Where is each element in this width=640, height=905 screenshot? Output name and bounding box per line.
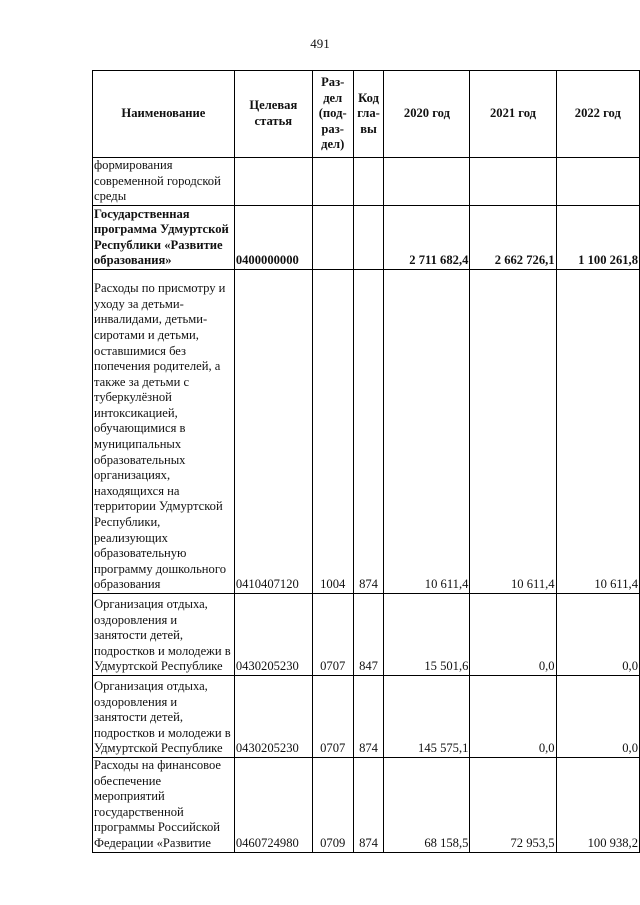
- row-2021: [470, 158, 556, 206]
- row-2020: 68 158,5: [384, 758, 470, 853]
- header-row: [93, 71, 640, 158]
- header-name: Наименование: [93, 71, 235, 158]
- row-code: 0430205230: [234, 676, 312, 758]
- row-2022: 1 100 261,8: [556, 206, 639, 270]
- row-section: [312, 158, 353, 206]
- page-number: 491: [310, 36, 330, 51]
- row-code: 0460724980: [234, 758, 312, 853]
- row-code: 0410407120: [234, 270, 312, 594]
- table-row: [93, 594, 640, 676]
- row-name: Организация отдыха, оздоровления и занятости детей, подростков и молодежи в Удмуртской Республике: [93, 594, 235, 676]
- table-row: [93, 758, 640, 853]
- row-2020: [384, 158, 470, 206]
- row-name: Расходы на финансовое обеспечение мероприятий государственной программы Российской Федерации «Развитие: [93, 758, 235, 853]
- row-2020: 2 711 682,4: [384, 206, 470, 270]
- header-target: Целевая статья: [234, 71, 312, 158]
- row-name: формирования современной городской среды: [93, 158, 235, 206]
- row-code: 0400000000: [234, 206, 312, 270]
- row-chapter: 847: [353, 594, 384, 676]
- header-2021: 2021 год: [470, 71, 556, 158]
- row-chapter: [353, 158, 384, 206]
- header-2020: 2020 год: [384, 71, 470, 158]
- row-section: [312, 206, 353, 270]
- row-2020: 15 501,6: [384, 594, 470, 676]
- row-2022: 0,0: [556, 676, 639, 758]
- table-row: [93, 270, 640, 594]
- row-section: 0707: [312, 594, 353, 676]
- row-2022: 100 938,2: [556, 758, 639, 853]
- header-chapter: Код гла-вы: [353, 71, 384, 158]
- table-row: [93, 676, 640, 758]
- row-name: Расходы по присмотру и уходу за детьми-инвалидами, детьми-сиротами и детьми, оставшимися без попечения родителей, а также за детьми с туберкулёзной интоксикацией, обучающимися в муниципальных образовательных организациях, находящихся на территории Удмуртской Республики, реализующих образовательную программу дошкольного образования: [93, 270, 235, 594]
- row-2022: 0,0: [556, 594, 639, 676]
- row-section: 0709: [312, 758, 353, 853]
- row-section: 0707: [312, 676, 353, 758]
- row-chapter: [353, 206, 384, 270]
- row-section: 1004: [312, 270, 353, 594]
- row-chapter: 874: [353, 676, 384, 758]
- row-chapter: 874: [353, 758, 384, 853]
- row-name: Государственная программа Удмуртской Республики «Развитие образования»: [93, 206, 235, 270]
- row-2020: 10 611,4: [384, 270, 470, 594]
- row-name: Организация отдыха, оздоровления и занятости детей, подростков и молодежи в Удмуртской Республике: [93, 676, 235, 758]
- row-2021: 2 662 726,1: [470, 206, 556, 270]
- header-section: Раз-дел (под-раз-дел): [312, 71, 353, 158]
- row-2021: 0,0: [470, 676, 556, 758]
- row-chapter: 874: [353, 270, 384, 594]
- header-2022: 2022 год: [556, 71, 639, 158]
- row-code: [234, 158, 312, 206]
- row-2022: 10 611,4: [556, 270, 639, 594]
- row-2021: 0,0: [470, 594, 556, 676]
- row-2021: 72 953,5: [470, 758, 556, 853]
- row-2022: [556, 158, 639, 206]
- budget-table: [92, 70, 640, 853]
- row-2021: 10 611,4: [470, 270, 556, 594]
- table-row: [93, 158, 640, 206]
- row-2020: 145 575,1: [384, 676, 470, 758]
- row-code: 0430205230: [234, 594, 312, 676]
- table-row: [93, 206, 640, 270]
